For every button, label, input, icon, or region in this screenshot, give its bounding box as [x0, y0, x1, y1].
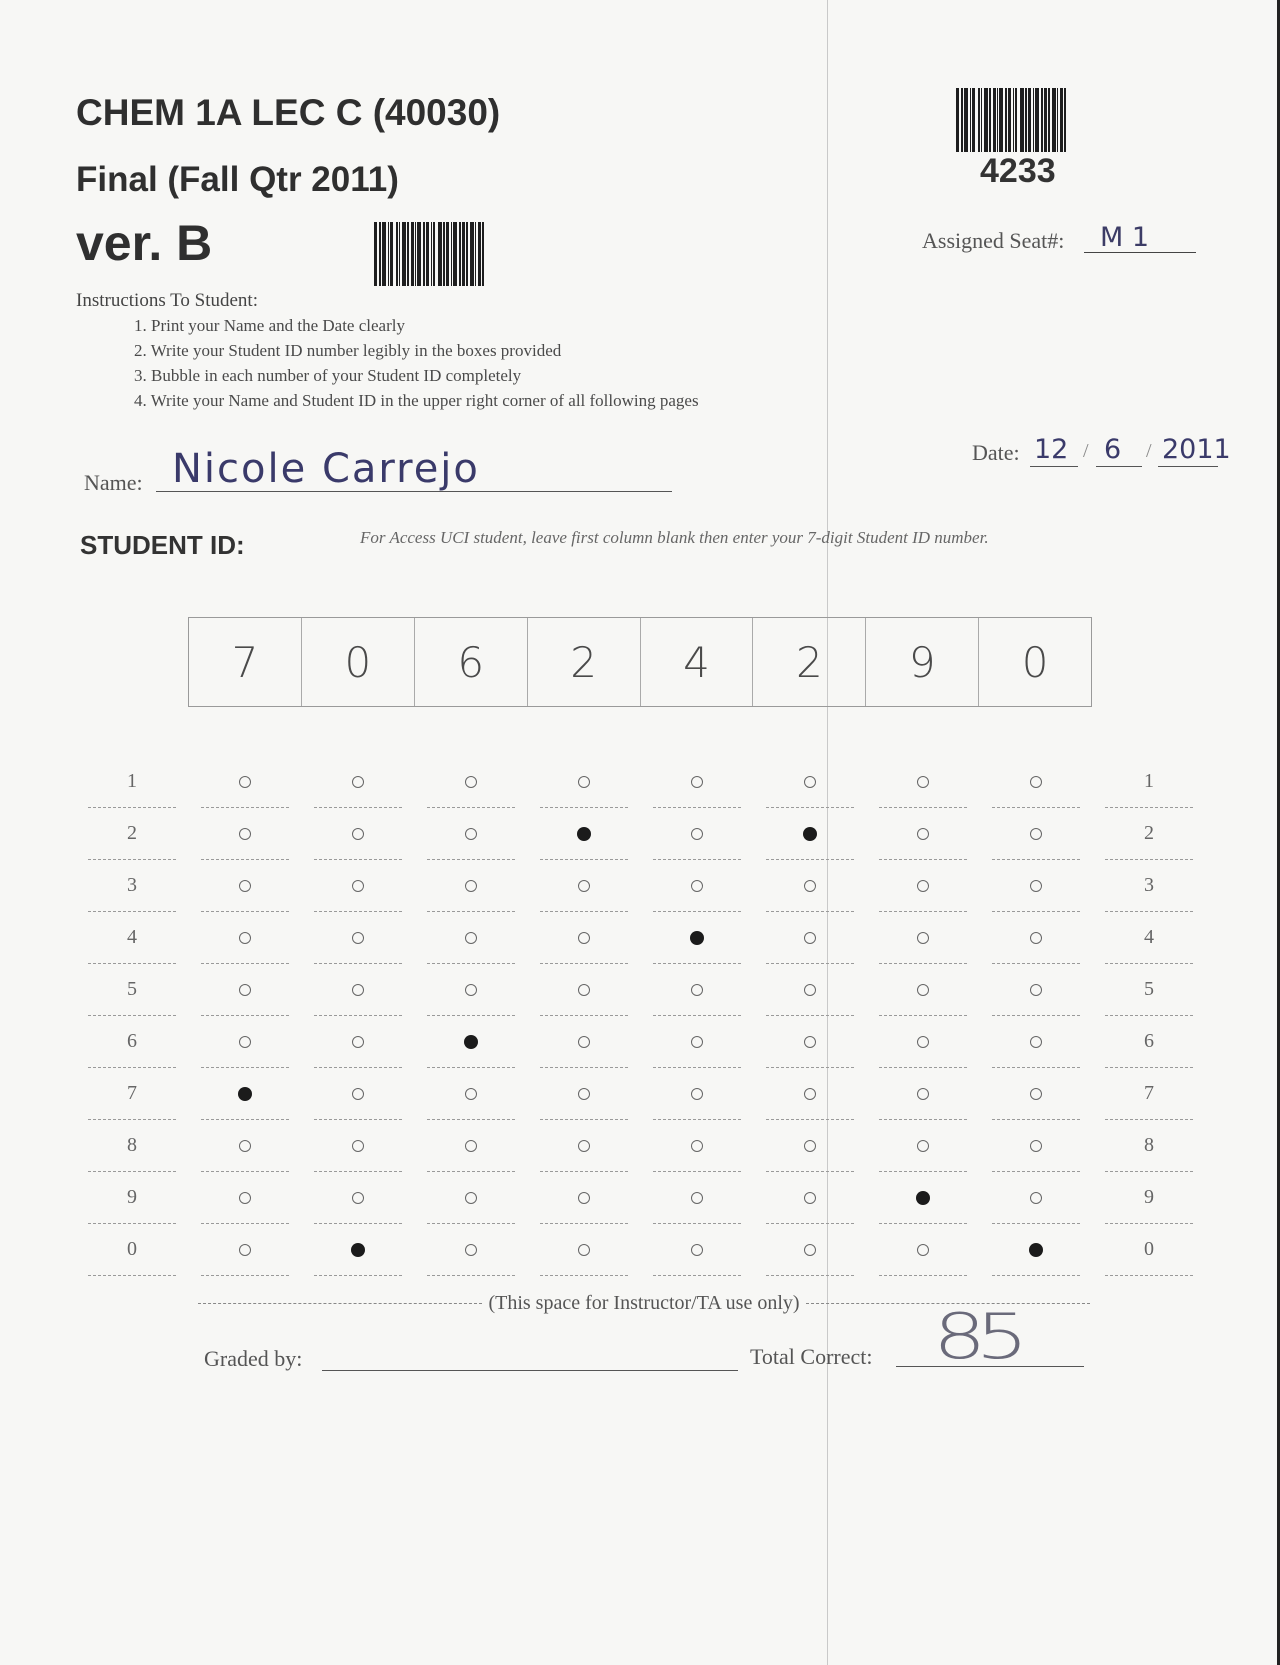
empty-bubble[interactable] [352, 1036, 364, 1048]
bubble-row [88, 1120, 1193, 1172]
empty-bubble[interactable] [1030, 1140, 1042, 1152]
bubble-cell [314, 912, 402, 964]
bubble-cell [88, 1068, 176, 1120]
bubble-cell [992, 756, 1080, 808]
empty-bubble[interactable] [239, 1192, 251, 1204]
bubble-cell [88, 1172, 176, 1224]
bubble-cell [427, 1068, 515, 1120]
empty-bubble[interactable] [1030, 1036, 1042, 1048]
empty-bubble[interactable] [578, 1244, 590, 1256]
bubble-cell [766, 1172, 854, 1224]
bubble-cell [992, 808, 1080, 860]
empty-bubble[interactable] [465, 1192, 477, 1204]
bubble-cell [992, 964, 1080, 1016]
empty-bubble[interactable] [917, 932, 929, 944]
seat-label: Assigned Seat#: [922, 228, 1065, 253]
bubble-cell [201, 808, 289, 860]
bubble-row [88, 860, 1193, 912]
row-label: 5 [1144, 978, 1154, 1000]
bubble-cell [88, 964, 176, 1016]
empty-bubble[interactable] [1030, 880, 1042, 892]
bubble-cell [653, 1224, 741, 1276]
empty-bubble[interactable] [804, 1192, 816, 1204]
bubble-cell [427, 1016, 515, 1068]
sheet-barcode [956, 88, 1066, 152]
bubble-cell [879, 912, 967, 964]
bubble-cell [879, 1120, 967, 1172]
row-label: 2 [1144, 822, 1154, 844]
date-month: 12 [1034, 434, 1069, 465]
empty-bubble[interactable] [578, 1088, 590, 1100]
bubble-cell [1105, 860, 1193, 912]
bubble-row [88, 756, 1193, 808]
bubble-cell [540, 1016, 628, 1068]
bubble-cell [540, 756, 628, 808]
filled-bubble[interactable] [690, 931, 704, 945]
bubble-cell [653, 1172, 741, 1224]
bubble-cell [992, 912, 1080, 964]
empty-bubble[interactable] [578, 1140, 590, 1152]
id-digit-box: 4 [641, 618, 754, 706]
bubble-cell [879, 1172, 967, 1224]
bubble-cell [653, 912, 741, 964]
bubble-row [88, 808, 1193, 860]
bubble-cell [992, 1224, 1080, 1276]
filled-bubble[interactable] [351, 1243, 365, 1257]
empty-bubble[interactable] [578, 932, 590, 944]
empty-bubble[interactable] [917, 1088, 929, 1100]
id-digit-box: 7 [189, 618, 302, 706]
bubble-cell [540, 1224, 628, 1276]
date-day: 6 [1104, 434, 1122, 465]
bubble-cell [201, 1016, 289, 1068]
bubble-cell [314, 1224, 402, 1276]
empty-bubble[interactable] [465, 1244, 477, 1256]
date-underline [1030, 466, 1078, 467]
bubble-cell [653, 1016, 741, 1068]
row-label: 1 [1144, 770, 1154, 792]
bubble-cell [1105, 912, 1193, 964]
empty-bubble[interactable] [578, 1192, 590, 1204]
id-digit-box: 6 [415, 618, 528, 706]
bubble-cell [201, 1224, 289, 1276]
bubble-cell [1105, 1016, 1193, 1068]
exam-version: ver. B [76, 215, 213, 271]
empty-bubble[interactable] [1030, 1088, 1042, 1100]
empty-bubble[interactable] [917, 984, 929, 996]
bubble-cell [427, 964, 515, 1016]
empty-bubble[interactable] [1030, 1192, 1042, 1204]
empty-bubble[interactable] [352, 880, 364, 892]
row-label: 6 [1144, 1030, 1154, 1052]
empty-bubble[interactable] [691, 984, 703, 996]
bubble-cell [88, 912, 176, 964]
empty-bubble[interactable] [691, 1192, 703, 1204]
instructor-use-note: (This space for Instructor/TA use only) [488, 1292, 800, 1314]
barcode-bar [1064, 88, 1066, 152]
bubble-cell [1105, 808, 1193, 860]
bubble-cell [540, 912, 628, 964]
empty-bubble[interactable] [804, 1036, 816, 1048]
bubble-cell [766, 1068, 854, 1120]
bubble-cell [88, 808, 176, 860]
instructions-list [134, 316, 699, 416]
id-digit-box: 0 [1021, 637, 1049, 687]
empty-bubble[interactable] [352, 828, 364, 840]
bubble-cell [314, 756, 402, 808]
student-id-boxes [188, 617, 1092, 707]
empty-bubble[interactable] [578, 1036, 590, 1048]
bubble-cell [653, 808, 741, 860]
empty-bubble[interactable] [804, 1088, 816, 1100]
row-label: 1 [127, 770, 137, 792]
bubble-cell [992, 1016, 1080, 1068]
date-underline [1158, 466, 1218, 467]
empty-bubble[interactable] [804, 880, 816, 892]
empty-bubble[interactable] [804, 984, 816, 996]
date-year: 2011 [1162, 434, 1231, 465]
total-correct-label: Total Correct: [750, 1344, 873, 1369]
bubble-cell [540, 964, 628, 1016]
bubble-cell [201, 912, 289, 964]
bubble-cell [766, 964, 854, 1016]
bubble-cell [879, 756, 967, 808]
id-digit-box: 2 [753, 618, 866, 706]
bubble-cell [766, 860, 854, 912]
empty-bubble[interactable] [691, 1088, 703, 1100]
bubble-cell [992, 860, 1080, 912]
empty-bubble[interactable] [352, 984, 364, 996]
bubble-cell [766, 912, 854, 964]
barcode-number: 4233 [980, 152, 1056, 190]
bubble-cell [314, 1016, 402, 1068]
empty-bubble[interactable] [804, 1140, 816, 1152]
bubble-cell [88, 756, 176, 808]
name-handwritten: Nicole Carrejo [172, 446, 480, 492]
filled-bubble[interactable] [238, 1087, 252, 1101]
bubble-cell [427, 1172, 515, 1224]
empty-bubble[interactable] [465, 880, 477, 892]
bubble-cell [879, 1016, 967, 1068]
bubble-cell [427, 912, 515, 964]
empty-bubble[interactable] [1030, 776, 1042, 788]
seat-value: M 1 [1100, 222, 1150, 253]
id-digit-box: 9 [866, 618, 979, 706]
row-label: 3 [1144, 874, 1154, 896]
filled-bubble[interactable] [577, 827, 591, 841]
empty-bubble[interactable] [352, 1192, 364, 1204]
bubble-cell [314, 1068, 402, 1120]
date-underline [1096, 466, 1142, 467]
instructions-title: Instructions To Student: [76, 290, 258, 311]
empty-bubble[interactable] [239, 932, 251, 944]
empty-bubble[interactable] [239, 984, 251, 996]
empty-bubble[interactable] [465, 984, 477, 996]
row-label: 9 [1144, 1186, 1154, 1208]
bubble-cell [1105, 756, 1193, 808]
bubble-cell [314, 860, 402, 912]
bubble-cell [766, 756, 854, 808]
empty-bubble[interactable] [691, 1244, 703, 1256]
filled-bubble[interactable] [1029, 1243, 1043, 1257]
empty-bubble[interactable] [465, 932, 477, 944]
bubble-row [88, 1016, 1193, 1068]
bubble-cell [201, 860, 289, 912]
bubble-cell [201, 1172, 289, 1224]
student-id-note: For Access UCI student, leave first column blank then enter your 7-digit Student ID number. [360, 528, 989, 547]
bubble-cell [201, 1068, 289, 1120]
empty-bubble[interactable] [239, 776, 251, 788]
bubble-cell [1105, 1172, 1193, 1224]
empty-bubble[interactable] [917, 828, 929, 840]
bubble-cell [879, 1224, 967, 1276]
instruction-item: 2. Write your Student ID number legibly in the boxes provided [134, 341, 562, 360]
empty-bubble[interactable] [465, 1088, 477, 1100]
empty-bubble[interactable] [239, 1244, 251, 1256]
bubble-cell [653, 1120, 741, 1172]
id-digit-box: 2 [528, 618, 641, 706]
empty-bubble[interactable] [691, 1140, 703, 1152]
empty-bubble[interactable] [917, 1244, 929, 1256]
empty-bubble[interactable] [917, 776, 929, 788]
empty-bubble[interactable] [691, 828, 703, 840]
bubble-cell [314, 964, 402, 1016]
empty-bubble[interactable] [578, 984, 590, 996]
bubble-cell [427, 860, 515, 912]
empty-bubble[interactable] [465, 1140, 477, 1152]
bubble-cell [653, 964, 741, 1016]
instruction-item: 1. Print your Name and the Date clearly [134, 316, 405, 335]
instruction-item: 3. Bubble in each number of your Student ID completely [134, 366, 522, 385]
row-label: 9 [127, 1186, 137, 1208]
bubble-cell [766, 808, 854, 860]
bubble-cell [314, 808, 402, 860]
name-label: Name: [84, 470, 143, 495]
date-separator: / [1083, 440, 1089, 462]
bubble-row [88, 912, 1193, 964]
empty-bubble[interactable] [691, 776, 703, 788]
filled-bubble[interactable] [916, 1191, 930, 1205]
empty-bubble[interactable] [239, 880, 251, 892]
empty-bubble[interactable] [352, 776, 364, 788]
date-label: Date: [972, 440, 1020, 465]
empty-bubble[interactable] [917, 1036, 929, 1048]
bubble-cell [1105, 1120, 1193, 1172]
bubble-grid [88, 756, 1193, 1276]
date-separator: / [1146, 440, 1152, 462]
student-id-label: STUDENT ID: [80, 530, 245, 560]
bubble-cell [201, 964, 289, 1016]
bubble-cell [427, 756, 515, 808]
bubble-cell [540, 808, 628, 860]
bubble-cell [766, 1120, 854, 1172]
empty-bubble[interactable] [352, 932, 364, 944]
barcode-bar [482, 222, 484, 286]
row-label: 3 [127, 874, 137, 896]
bubble-cell [879, 964, 967, 1016]
empty-bubble[interactable] [578, 880, 590, 892]
empty-bubble[interactable] [465, 828, 477, 840]
graded-by-underline [322, 1370, 738, 1371]
bubble-cell [766, 1016, 854, 1068]
divider-dash [198, 1303, 482, 1304]
bubble-cell [427, 1120, 515, 1172]
bubble-cell [1105, 964, 1193, 1016]
bubble-cell [992, 1120, 1080, 1172]
filled-bubble[interactable] [803, 827, 817, 841]
empty-bubble[interactable] [352, 1140, 364, 1152]
graded-by-label: Graded by: [204, 1346, 303, 1371]
empty-bubble[interactable] [917, 1140, 929, 1152]
bubble-cell [992, 1068, 1080, 1120]
row-label: 4 [1144, 926, 1154, 948]
empty-bubble[interactable] [691, 880, 703, 892]
version-barcode [374, 222, 484, 286]
bubble-cell [88, 1120, 176, 1172]
empty-bubble[interactable] [239, 828, 251, 840]
bubble-cell [540, 860, 628, 912]
row-label: 8 [127, 1134, 137, 1156]
row-label: 7 [127, 1082, 137, 1104]
bubble-cell [766, 1224, 854, 1276]
empty-bubble[interactable] [804, 932, 816, 944]
bubble-cell [88, 1016, 176, 1068]
empty-bubble[interactable] [804, 776, 816, 788]
bubble-cell [879, 808, 967, 860]
empty-bubble[interactable] [1030, 932, 1042, 944]
row-label: 4 [127, 926, 137, 948]
empty-bubble[interactable] [691, 1036, 703, 1048]
id-digit-box: 0 [302, 618, 415, 706]
bubble-cell [992, 1172, 1080, 1224]
bubble-cell [879, 860, 967, 912]
filled-bubble[interactable] [464, 1035, 478, 1049]
bubble-row [88, 1172, 1193, 1224]
bubble-cell [427, 1224, 515, 1276]
instruction-item: 4. Write your Name and Student ID in the upper right corner of all following pages [134, 391, 699, 410]
bubble-cell [653, 1068, 741, 1120]
empty-bubble[interactable] [804, 1244, 816, 1256]
exam-title: Final (Fall Qtr 2011) [76, 160, 399, 199]
bubble-cell [653, 860, 741, 912]
row-label: 0 [127, 1238, 137, 1260]
bubble-cell [314, 1120, 402, 1172]
empty-bubble[interactable] [1030, 828, 1042, 840]
bubble-row [88, 1224, 1193, 1276]
row-label: 2 [127, 822, 137, 844]
course-title: CHEM 1A LEC C (40030) [76, 92, 501, 133]
bubble-cell [653, 756, 741, 808]
bubble-cell [88, 1224, 176, 1276]
bubble-cell [879, 1068, 967, 1120]
bubble-cell [427, 808, 515, 860]
bubble-cell [1105, 1224, 1193, 1276]
empty-bubble[interactable] [352, 1088, 364, 1100]
bubble-cell [88, 860, 176, 912]
empty-bubble[interactable] [239, 1036, 251, 1048]
bubble-cell [540, 1120, 628, 1172]
empty-bubble[interactable] [239, 1140, 251, 1152]
row-label: 0 [1144, 1238, 1154, 1260]
bubble-cell [314, 1172, 402, 1224]
bubble-cell [201, 756, 289, 808]
row-label: 6 [127, 1030, 137, 1052]
empty-bubble[interactable] [578, 776, 590, 788]
bubble-row [88, 964, 1193, 1016]
bubble-row [88, 1068, 1193, 1120]
bubble-cell [201, 1120, 289, 1172]
empty-bubble[interactable] [1030, 984, 1042, 996]
bubble-cell [540, 1068, 628, 1120]
empty-bubble[interactable] [465, 776, 477, 788]
row-label: 5 [127, 978, 137, 1000]
bubble-cell [540, 1172, 628, 1224]
row-label: 8 [1144, 1134, 1154, 1156]
bubble-cell [1105, 1068, 1193, 1120]
row-label: 7 [1144, 1082, 1154, 1104]
empty-bubble[interactable] [917, 880, 929, 892]
total-correct-handwritten: 85 [932, 1300, 1018, 1373]
